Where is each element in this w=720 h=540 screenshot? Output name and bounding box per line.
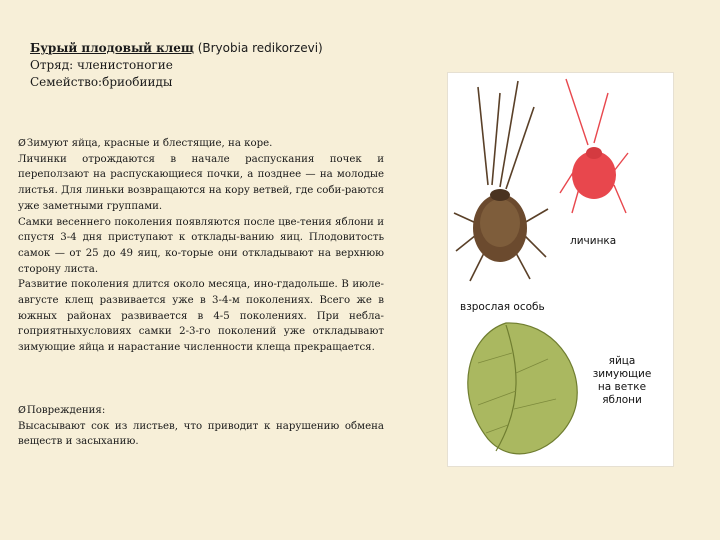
section-lead xyxy=(18,403,384,419)
order-line: Отряд: членистоногие xyxy=(30,58,173,72)
illustration-panel xyxy=(447,72,674,467)
header xyxy=(30,40,323,91)
latin-name: (Bryobia redikorzevi) xyxy=(197,41,323,55)
section-lead xyxy=(18,136,384,152)
larva-label: личинка xyxy=(570,235,617,247)
eggs-label-line: яблони xyxy=(602,394,642,406)
family-line: Семейство:бриобииды xyxy=(30,75,173,89)
females-paragraph: Самки весеннего поколения появляются после цве-тения яблони и спустя 3-4 дня приступают к отклады-ванию яиц. Плодовитость самок — от 25 до 49 яиц, ко-торые они откладывают на верхнюю сторону листа. xyxy=(18,216,384,275)
eggs-label-line: яйца xyxy=(608,355,636,367)
apple-leaf xyxy=(468,323,577,454)
adult-mite-pattern xyxy=(480,199,520,247)
generations-paragraph: Развитие поколения длится около месяца, ино-гдадольше. В июле-августе клещ развивается уже в 3-4-м поколениях. Всего же в южных районах развивается в 4-5 поколениях. При небла-гоприятныхусловиях самки 2-3-го поколений уже откладывают зимующие яйца и нарастание численности клеща прекращается. xyxy=(18,279,384,354)
eggs-label-line: на ветке xyxy=(597,381,647,393)
damage-heading: Повреждения: xyxy=(26,405,106,416)
larva-head xyxy=(586,147,602,159)
damage-paragraph: Высасывают сок из листьев, что приводит к нарушению обмена веществ и засыханию. xyxy=(18,420,384,448)
arrow-bullet-icon: Ø xyxy=(18,138,26,149)
adult-mite-head xyxy=(490,189,510,201)
larvae-paragraph: Личинки отрождаются в начале распускания почек и переползают на распускающиеся почки, а позднее — на молодые листья. Для линьки возвращаются на кору ветвей, где соби-раются уже заметными группами. xyxy=(18,153,384,212)
illustration-svg xyxy=(448,73,673,466)
arrow-bullet-icon: Ø xyxy=(18,405,26,416)
eggs-label xyxy=(574,355,670,407)
page-title: Бурый плодовый клещ xyxy=(30,41,194,55)
eggs-label-line: зимующие xyxy=(592,368,652,380)
adult-label: взрослая особь xyxy=(460,301,545,313)
title-line xyxy=(30,40,323,57)
damage-section xyxy=(18,403,384,450)
wintering-text: Зимуют яйца, красные и блестящие, на коре. xyxy=(26,138,273,149)
biology-section xyxy=(18,136,384,356)
